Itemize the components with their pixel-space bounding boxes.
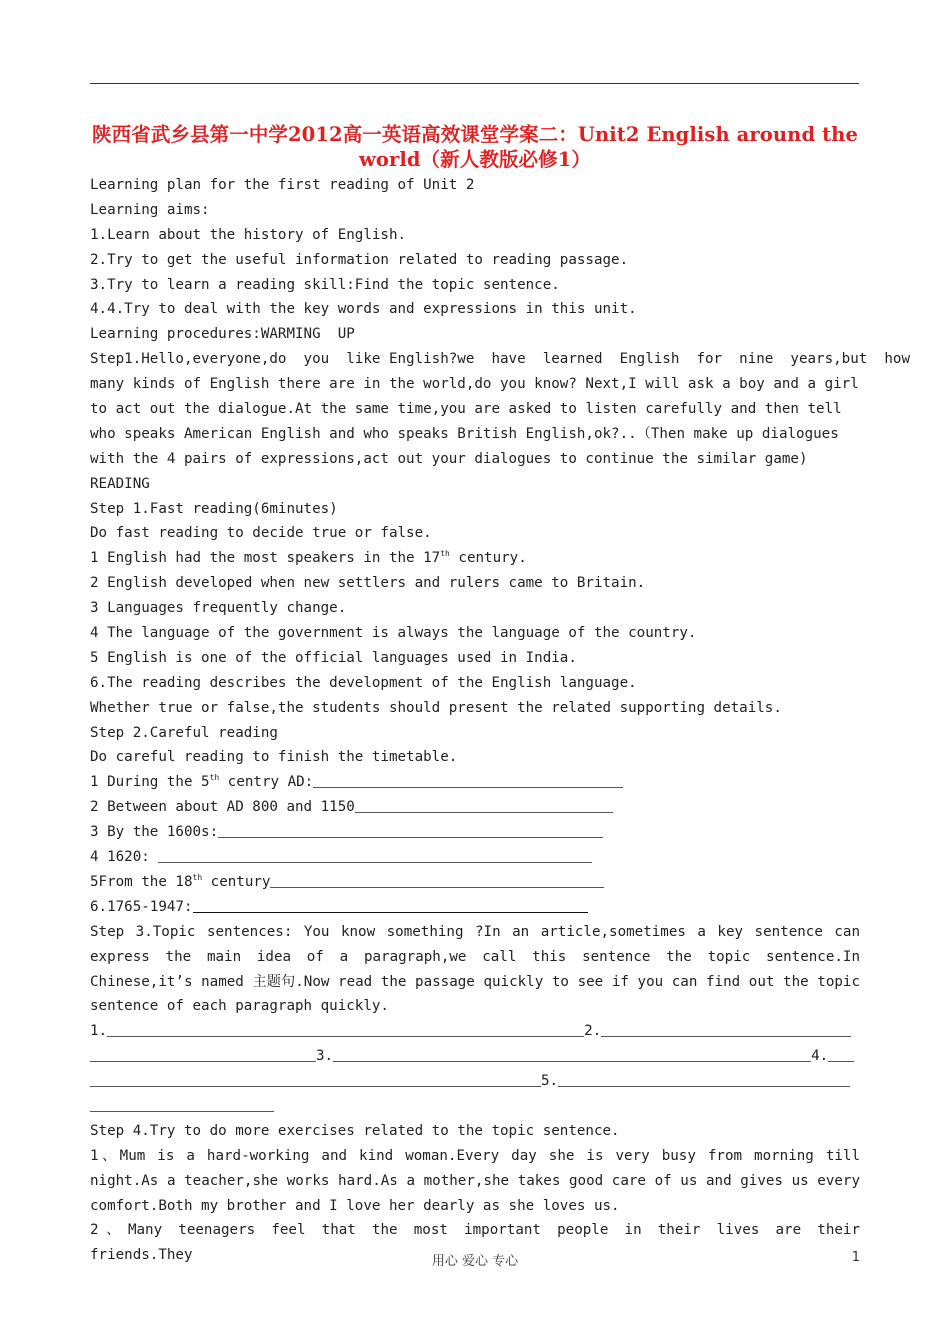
true-false-item: 5 English is one of the official languages used in India. bbox=[90, 649, 577, 666]
row-label: century bbox=[202, 873, 271, 890]
answer-number: 3. bbox=[316, 1048, 334, 1065]
answer-blank[interactable] bbox=[90, 1096, 274, 1112]
timetable-row bbox=[90, 895, 860, 920]
step1-heading: Step 1.Fast reading(6minutes) bbox=[90, 500, 338, 517]
step3-line: express the main idea of a paragraph,we call this sentence the topic sentence.In bbox=[90, 948, 860, 965]
topic-answer-row bbox=[90, 1019, 860, 1044]
warming-up-line: many kinds of English there are in the world,do you know? Next,I will ask a boy and a girl bbox=[90, 376, 859, 393]
step3-line: Step 3.Topic sentences: You know something ?In an article,sometimes a key sentence can bbox=[90, 923, 860, 940]
true-false-item: 2 English developed when new settlers and rulers came to Britain. bbox=[90, 575, 646, 592]
true-false-item: 3 Languages frequently change. bbox=[90, 600, 347, 617]
warming-up-line: to act out the dialogue.At the same time,you are asked to listen carefully and then tell bbox=[90, 401, 842, 418]
step1-note: Whether true or false,the students should present the related supporting details. bbox=[90, 699, 782, 716]
answer-blank[interactable] bbox=[828, 1046, 854, 1062]
true-false-item bbox=[90, 546, 860, 571]
step3-line: Chinese,it’s named 主题句.Now read the passage quickly to see if you can find out the topic bbox=[90, 973, 860, 990]
superscript: th bbox=[192, 872, 203, 882]
answer-number: 4. bbox=[811, 1048, 829, 1065]
answer-number: 5. bbox=[541, 1073, 559, 1090]
true-false-item: 6.The reading describes the development of the English language. bbox=[90, 674, 637, 691]
row-label: 3 By the 1600s: bbox=[90, 824, 219, 841]
superscript: th bbox=[440, 549, 450, 559]
footer-motto: 用心 爱心 专心 bbox=[431, 1254, 519, 1269]
answer-blank[interactable] bbox=[333, 1046, 811, 1062]
page-number: 1 bbox=[851, 1250, 860, 1265]
timetable-row bbox=[90, 845, 860, 870]
exercise-line: night.As a teacher,she works hard.As a mother,she takes good care of us and gives us every bbox=[90, 1172, 860, 1189]
answer-blank[interactable] bbox=[90, 1046, 316, 1062]
item-text: century. bbox=[449, 550, 527, 567]
aim-item: 3.Try to learn a reading skill:Find the topic sentence. bbox=[90, 276, 560, 293]
warming-up-line: who speaks American English and who speaks British English,ok?..（Then make up dialogues bbox=[90, 425, 839, 442]
superscript: th bbox=[209, 773, 220, 783]
answer-number: 2. bbox=[584, 1023, 602, 1040]
exercise-line: 2、Many teenagers feel that the most important people in their lives are their friends.They bbox=[90, 1222, 860, 1264]
answer-blank[interactable] bbox=[313, 772, 623, 788]
timetable-row bbox=[90, 820, 860, 845]
topic-answer-row bbox=[90, 1044, 860, 1069]
step2-instruction: Do careful reading to finish the timetable. bbox=[90, 749, 458, 766]
answer-blank[interactable] bbox=[355, 797, 613, 813]
aim-item: 4.4.Try to deal with the key words and expressions in this unit. bbox=[90, 301, 637, 318]
aims-heading: Learning aims: bbox=[90, 201, 210, 218]
true-false-item: 4 The language of the government is always the language of the country. bbox=[90, 625, 697, 642]
procedures-heading: Learning procedures:WARMING UP bbox=[90, 326, 355, 343]
answer-blank[interactable] bbox=[107, 1021, 584, 1037]
timetable-row bbox=[90, 795, 860, 820]
reading-heading: READING bbox=[90, 475, 150, 492]
row-label: 2 Between about AD 800 and 1150 bbox=[90, 799, 355, 816]
answer-blank[interactable] bbox=[90, 1071, 541, 1087]
answer-number: 1. bbox=[90, 1023, 108, 1040]
row-label: 5From the 18 bbox=[90, 873, 193, 890]
step1-instruction: Do fast reading to decide true or false. bbox=[90, 525, 432, 542]
step2-heading: Step 2.Careful reading bbox=[90, 724, 278, 741]
answer-blank[interactable] bbox=[270, 872, 604, 888]
answer-blank[interactable] bbox=[218, 822, 603, 838]
answer-blank[interactable] bbox=[601, 1021, 851, 1037]
exercise-line: 1、Mum is a hard-working and kind woman.Every day she is very busy from morning till bbox=[90, 1147, 860, 1164]
page-title: 陕西省武乡县第一中学2012高一英语高效课堂学案二：Unit2 English around the world（新人教版必修1） bbox=[92, 123, 858, 171]
aim-item: 2.Try to get the useful information related to reading passage. bbox=[90, 251, 629, 268]
warming-up-line: with the 4 pairs of expressions,act out your dialogues to continue the similar game) bbox=[90, 450, 808, 467]
row-label: centry AD: bbox=[219, 774, 314, 791]
timetable-row bbox=[90, 870, 860, 895]
answer-blank[interactable] bbox=[558, 1071, 850, 1087]
plan-line: Learning plan for the first reading of Unit 2 bbox=[90, 177, 475, 193]
row-label: 1 During the 5 bbox=[90, 774, 210, 791]
topic-answer-row bbox=[90, 1069, 860, 1094]
row-label: 6.1765-1947: bbox=[90, 898, 193, 915]
answer-blank[interactable] bbox=[158, 847, 592, 863]
answer-blank[interactable] bbox=[193, 897, 588, 913]
warming-up-line: Step1.Hello,everyone,do you like English?we have learned English for nine years,but how bbox=[90, 351, 910, 368]
aim-item: 1.Learn about the history of English. bbox=[90, 226, 407, 243]
exercise-line: comfort.Both my brother and I love her dearly as she loves us. bbox=[90, 1197, 620, 1214]
step4-heading: Step 4.Try to do more exercises related to the topic sentence. bbox=[90, 1122, 620, 1139]
row-label: 4 1620: bbox=[90, 849, 159, 866]
item-text: 1 English had the most speakers in the 17 bbox=[90, 550, 441, 567]
timetable-row bbox=[90, 770, 860, 795]
topic-answer-row bbox=[90, 1094, 860, 1119]
step3-line: sentence of each paragraph quickly. bbox=[90, 998, 389, 1015]
header-rule bbox=[90, 83, 859, 84]
